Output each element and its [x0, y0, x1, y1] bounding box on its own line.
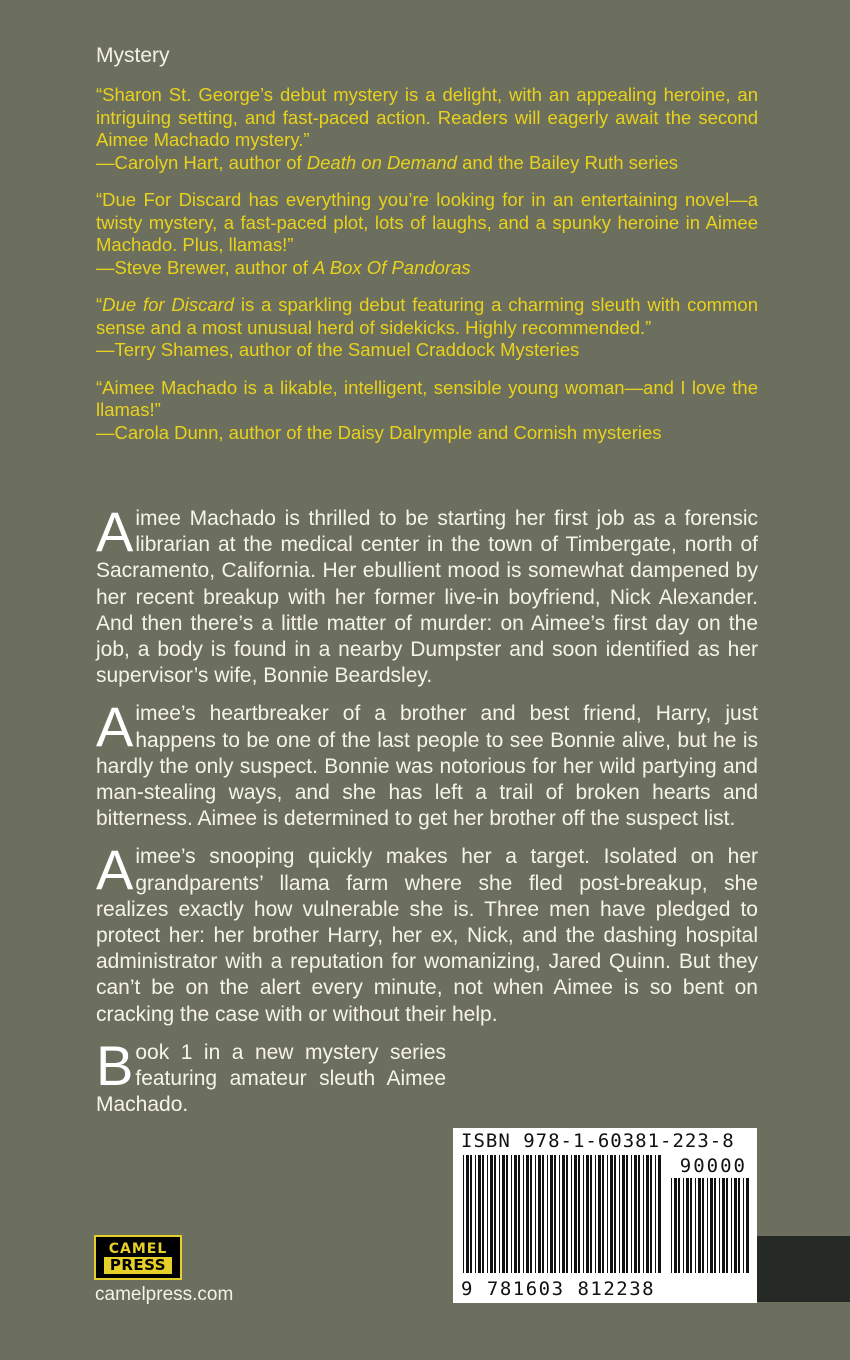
barcode-bar — [506, 1155, 508, 1273]
barcode-bar — [710, 1178, 713, 1273]
barcode-bar — [514, 1155, 517, 1273]
book-title: Death on Demand — [306, 151, 457, 173]
blurb — [96, 84, 758, 174]
barcode-bar — [542, 1155, 544, 1273]
publisher-logo — [94, 1235, 182, 1280]
barcode-bar — [719, 1178, 720, 1273]
barcode-bar — [494, 1155, 496, 1273]
barcode-bar — [702, 1178, 704, 1273]
barcode-bar — [607, 1155, 608, 1273]
barcode-bar — [743, 1178, 744, 1273]
barcode-bar — [646, 1155, 649, 1273]
barcode-bar — [466, 1155, 469, 1273]
barcode-bar — [695, 1178, 696, 1273]
barcode-bar — [586, 1155, 589, 1273]
barcode-bar — [671, 1178, 672, 1273]
blurb-attribution: —Carolyn Hart, author of Death on Demand and the Bailey Ruth series — [96, 151, 679, 173]
price-code: 90000 — [679, 1155, 747, 1177]
drop-cap: A — [96, 838, 134, 902]
blurb-quote: “Due for Discard is a sparkling debut featuring a charming sleuth with common sense and a most unusual herd of sidekicks. Highly recommended.” — [96, 294, 759, 338]
barcode-bar — [631, 1155, 632, 1273]
barcode-bars — [463, 1155, 663, 1273]
barcode-bar — [463, 1155, 464, 1273]
barcode-bar — [610, 1155, 613, 1273]
blurb — [96, 377, 758, 445]
barcode-bar — [487, 1155, 488, 1273]
barcode-bar — [482, 1155, 484, 1273]
barcode-bar — [550, 1155, 553, 1273]
barcode-bar — [518, 1155, 520, 1273]
book-description — [96, 500, 758, 1130]
publisher-website: camelpress.com — [95, 1284, 234, 1305]
barcode-bar — [578, 1155, 580, 1273]
barcode-bar — [650, 1155, 652, 1273]
description-paragraph: Aimee Machado is thrilled to be starting her first job as a forensic librarian at the medical center in the town of Timbergate, north of Sacramento, California. Her ebullient mood is somewhat dampened by her recent breakup with her former live-in boyfriend, Nick Alexander. And then there’s a little matter of murder: on Aimee’s first day on the job, a body is found in a nearby Dumpster and soon identified as her supervisor’s wife, Bonnie Beardsley. — [96, 500, 758, 688]
barcode-bar — [622, 1155, 625, 1273]
book-title: A Box Of Pandoras — [312, 256, 471, 278]
blurb — [96, 294, 758, 362]
barcode-bar — [698, 1178, 701, 1273]
barcode-bar — [714, 1178, 716, 1273]
blurb-attribution: —Carola Dunn, author of the Daisy Dalrymple and Cornish mysteries — [96, 421, 662, 443]
addon-barcode-bars — [671, 1178, 751, 1273]
description-paragraph: Book 1 in a new mystery series featuring amateur sleuth Aimee Machado. — [96, 1033, 446, 1117]
barcode-bar — [674, 1178, 677, 1273]
drop-cap: B — [96, 1033, 134, 1097]
drop-cap: A — [96, 695, 134, 759]
barcode-bar — [562, 1155, 565, 1273]
barcode-bar — [738, 1178, 740, 1273]
description-paragraph: Aimee’s heartbreaker of a brother and best friend, Harry, just happens to be one of the last people to see Bonnie alive, but he is hardly the only suspect. Bonnie was notorious for her wild partying and man-stealing ways, and she has left a trail of broken hearts and bitterness. Aimee is determined to get her brother off the suspect list. — [96, 695, 758, 831]
barcode-bar — [590, 1155, 592, 1273]
barcode-bar — [602, 1155, 604, 1273]
barcode-bar — [547, 1155, 548, 1273]
barcode-bar — [726, 1178, 728, 1273]
spine-strip — [757, 1236, 850, 1302]
barcode-bar — [583, 1155, 584, 1273]
review-blurbs — [96, 84, 758, 459]
blurb-quote: “Aimee Machado is a likable, intelligent, sensible young woman—and I love the llamas!” — [96, 376, 758, 420]
barcode-bar — [559, 1155, 560, 1273]
barcode-bar — [626, 1155, 628, 1273]
barcode-bar — [655, 1155, 656, 1273]
barcode-bar — [722, 1178, 725, 1273]
blurb-quote: “Sharon St. George’s debut mystery is a delight, with an appealing heroine, an intriguing setting, and fast-paced action. Readers will eagerly await the second Aimee Machado mystery.” — [96, 84, 758, 150]
barcode-bar — [470, 1155, 472, 1273]
barcode-bar — [634, 1155, 637, 1273]
barcode-bar — [619, 1155, 620, 1273]
barcode-bar — [614, 1155, 616, 1273]
drop-cap: A — [96, 500, 134, 563]
blurb-quote: “Due For Discard has everything you’re looking for in an entertaining novel—a twisty mystery, a fast-paced plot, lots of laughs, and a spunky heroine in Aimee Machado. Plus, llamas!” — [96, 189, 758, 255]
logo-text-top: CAMEL — [108, 1240, 168, 1257]
barcode-bar — [478, 1155, 481, 1273]
barcode-bar — [638, 1155, 640, 1273]
barcode-bar — [731, 1178, 732, 1273]
barcode-bar — [686, 1178, 689, 1273]
barcode-bar — [530, 1155, 532, 1273]
barcode-bar — [598, 1155, 601, 1273]
barcode-bar — [554, 1155, 556, 1273]
barcode-bar — [595, 1155, 596, 1273]
barcode-bar — [746, 1178, 749, 1273]
isbn-number: ISBN 978-1-60381-223-8 — [461, 1130, 735, 1152]
barcode-digits: 9 781603 812238 — [461, 1278, 656, 1300]
barcode-bar — [566, 1155, 568, 1273]
barcode-bar — [678, 1178, 680, 1273]
barcode-bar — [658, 1155, 661, 1273]
book-title: Due for Discard — [102, 294, 235, 315]
blurb-attribution: —Terry Shames, author of the Samuel Craddock Mysteries — [96, 339, 580, 360]
barcode-bar — [734, 1178, 737, 1273]
isbn-barcode — [453, 1128, 757, 1303]
description-paragraph: Aimee’s snooping quickly makes her a target. Isolated on her grandparents’ llama farm where she fled post-breakup, she realizes exactly how vulnerable she is. Three men have pledged to protect her: her brother Harry, her ex, Nick, and the dashing hospital administrator with a reputation for womanizing, Jared Quinn. But they can’t be on the alert every minute, not when Aimee is so bent on cracking the case with or without their help. — [96, 838, 758, 1026]
barcode-bar — [502, 1155, 505, 1273]
barcode-bar — [690, 1178, 692, 1273]
barcode-bar — [707, 1178, 708, 1273]
barcode-bar — [499, 1155, 500, 1273]
blurb — [96, 189, 758, 279]
barcode-bar — [538, 1155, 541, 1273]
logo-text-bottom: PRESS — [104, 1257, 172, 1274]
genre-label: Mystery — [96, 44, 170, 67]
barcode-bar — [535, 1155, 536, 1273]
barcode-bar — [523, 1155, 524, 1273]
blurb-attribution: —Steve Brewer, author of A Box Of Pandoras — [96, 256, 471, 278]
barcode-bar — [490, 1155, 493, 1273]
barcode-bar — [475, 1155, 476, 1273]
barcode-bar — [526, 1155, 529, 1273]
barcode-bar — [571, 1155, 572, 1273]
barcode-bar — [511, 1155, 512, 1273]
barcode-bar — [683, 1178, 684, 1273]
barcode-bar — [643, 1155, 644, 1273]
barcode-bar — [574, 1155, 577, 1273]
